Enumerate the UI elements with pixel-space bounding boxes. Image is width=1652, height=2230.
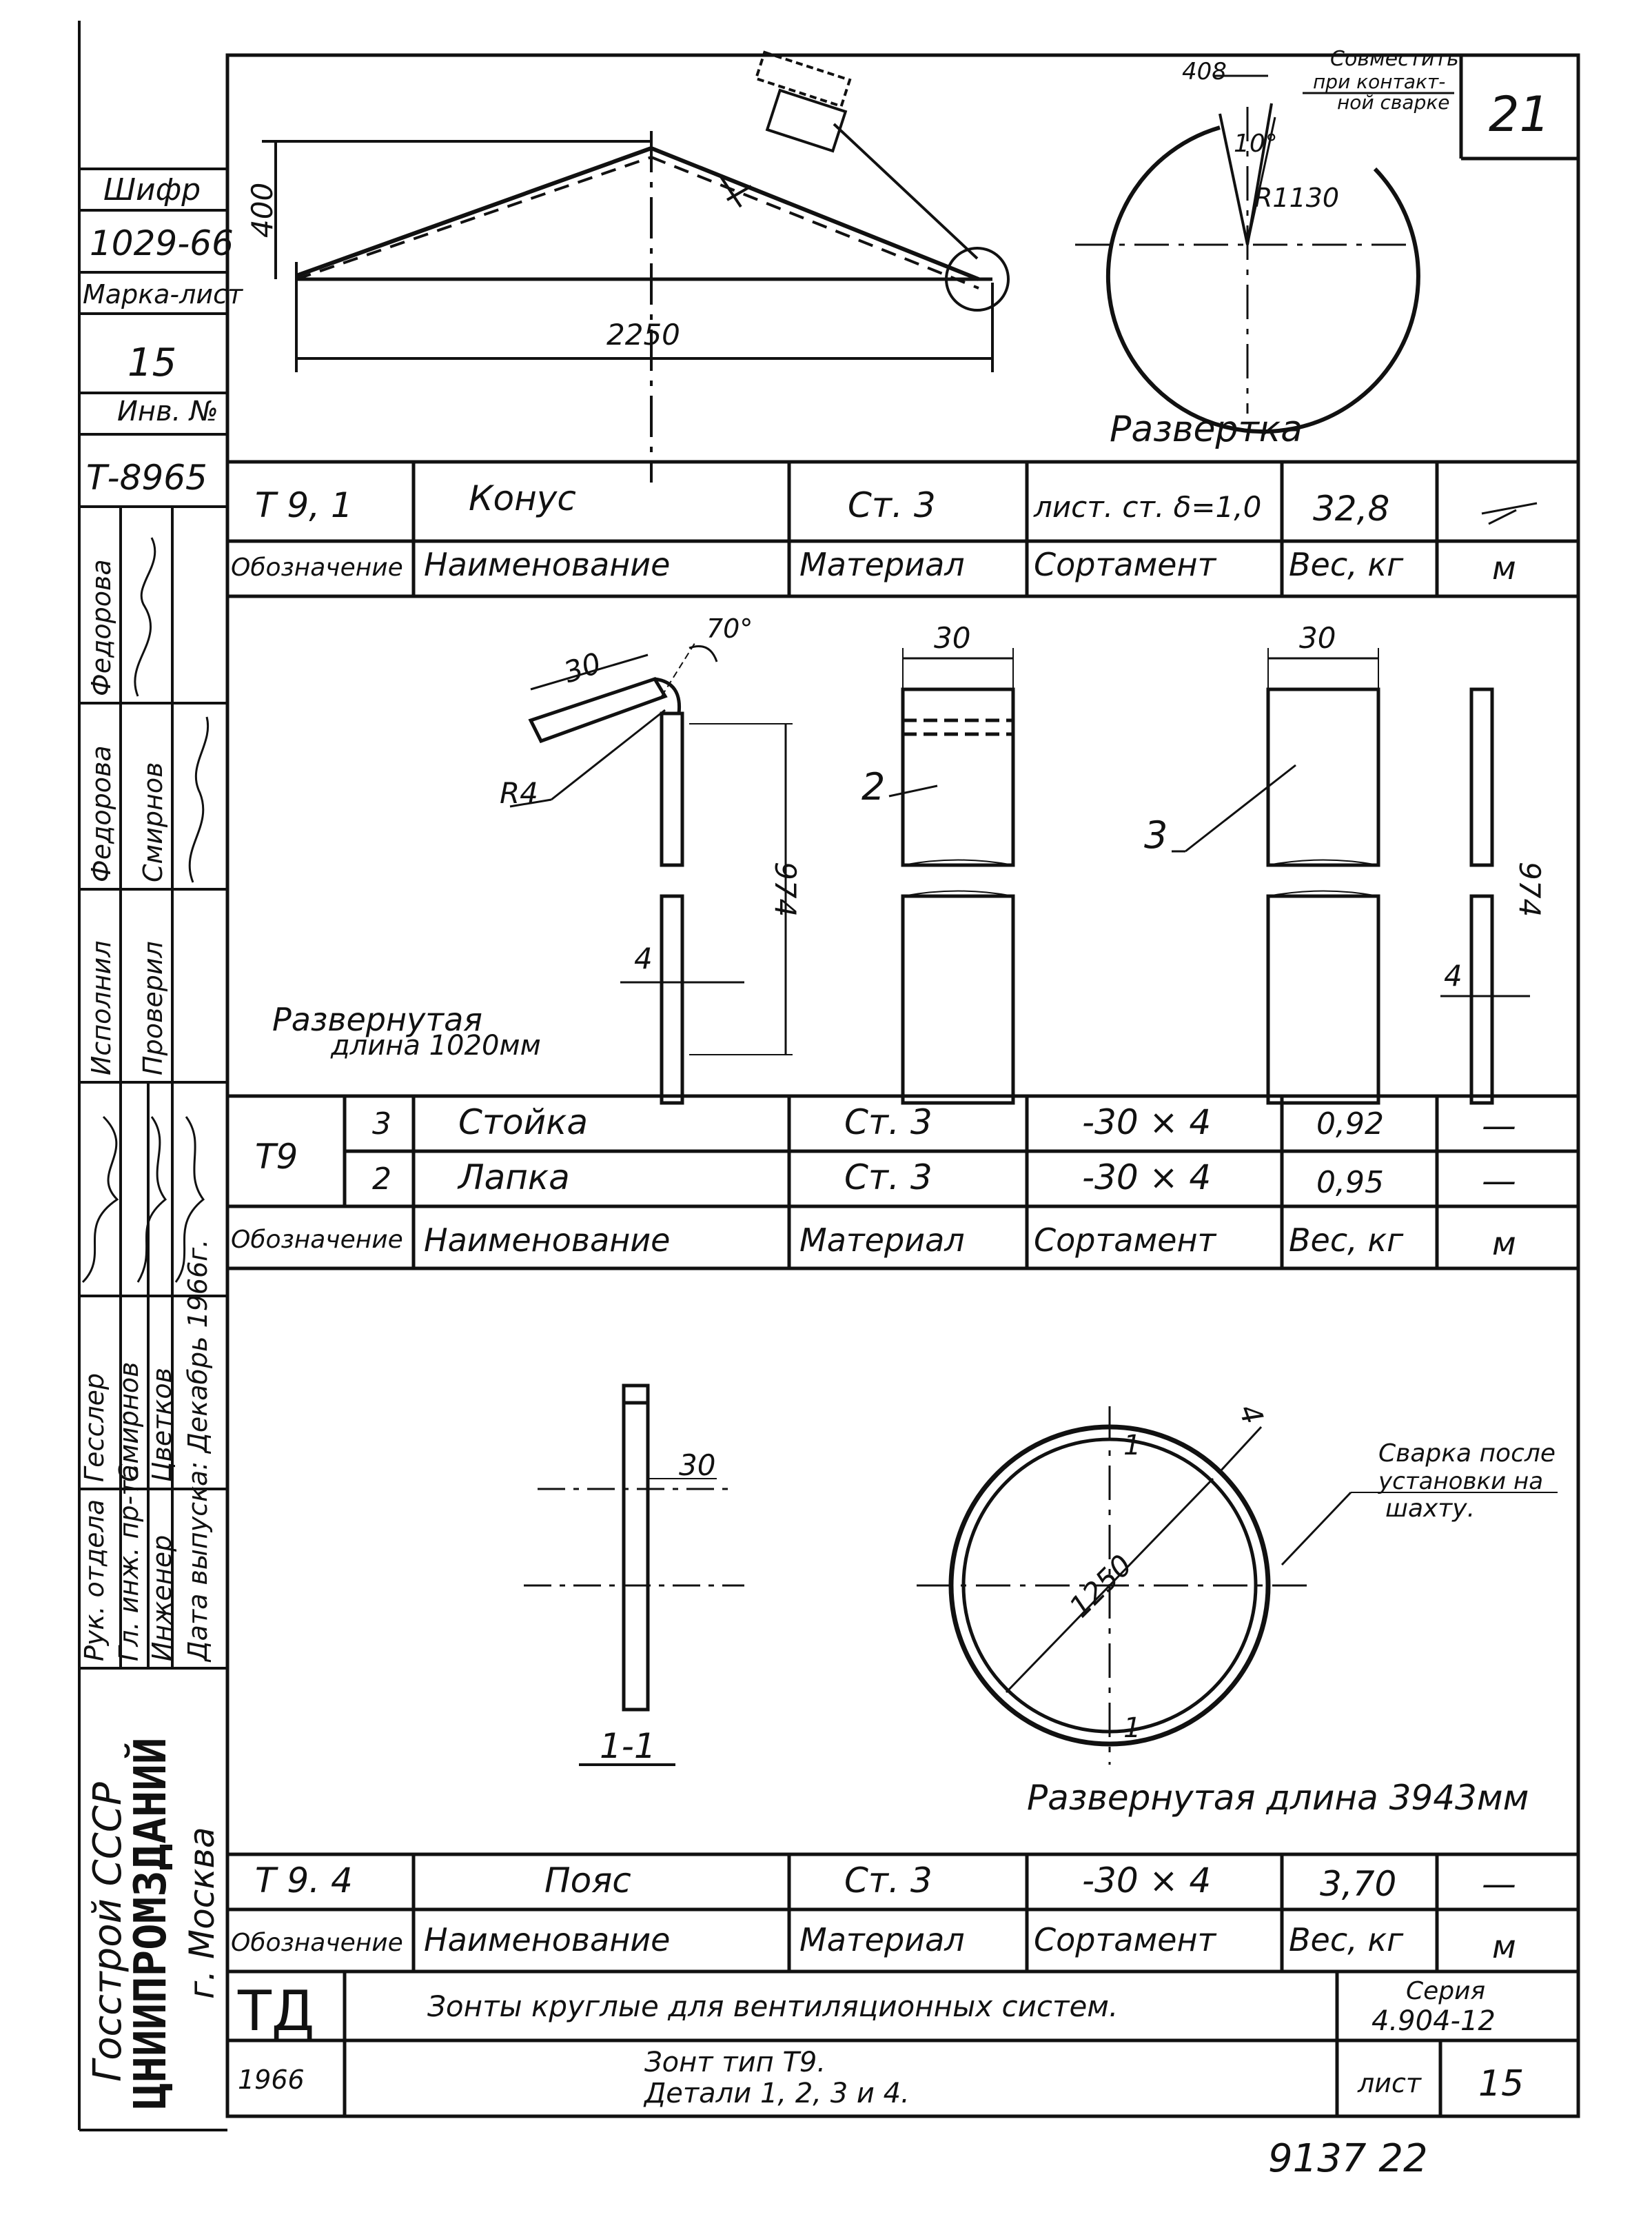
role-executed: Исполнил [86,940,116,1075]
note-weld-3: шахту. [1385,1494,1476,1523]
role-chief-eng: Гл. инж. пр-та [114,1464,144,1661]
dim-h2: 974 [1513,862,1547,918]
bracket-drawings [510,641,1530,1103]
t3-h-name: Наименование [424,1921,671,1958]
dim-w1: 30 [560,646,605,690]
t1-h-assortment: Сортамент [1034,546,1216,583]
note-lug-1: Развернутая [272,1001,482,1038]
dim-w2: 30 [934,621,971,655]
dim-t1: 4 [634,942,653,975]
name-checked-2: Смирнов [138,762,168,882]
dim-belt-thickness: 4 [1232,1399,1270,1429]
dim-angle-a: 408 [1182,58,1227,85]
org-gosstroy: Госстрой СССР [85,1782,130,2082]
cipher-value: 1029-66 [90,223,234,263]
t2-r1-m: — [1482,1106,1516,1146]
series-value: 4.904-12 [1371,2005,1496,2037]
note-top-1: Совместить [1330,47,1459,71]
note-lug-2: длина 1020мм [331,1030,541,1062]
name-dept-head: Гесслер [79,1372,110,1482]
t3-h-designation: Обозначение [231,1929,403,1957]
t3-material: Ст. 3 [844,1861,932,1900]
t1-weight: 32,8 [1313,489,1390,529]
t2-r2-name: Лапка [458,1157,570,1197]
dim-length: 2250 [606,318,680,352]
sheet-number-top: 21 [1489,86,1551,143]
t2-h-assortment: Сортамент [1034,1222,1216,1259]
role-release-date: Дата выпуска: Декабрь 1966г. [183,1239,213,1661]
note-weld-2: установки на [1378,1468,1544,1495]
section-label: 1-1 [600,1726,656,1766]
dim-w3: 30 [1299,621,1336,655]
t1-m-mark [1482,503,1537,524]
dim-height: 400 [245,182,279,238]
cut-label-bottom: 1 [1123,1712,1141,1744]
cut-label-top: 1 [1123,1430,1141,1461]
t3-m: — [1482,1864,1516,1904]
t3-h-assortment: Сортамент [1034,1921,1216,1958]
dim-t2: 4 [1444,959,1462,993]
name-executed: Федорова [86,559,116,696]
dim-h1: 974 [768,862,802,918]
t3-code: Т 9. 4 [255,1861,353,1900]
sheet-label: лист [1358,2068,1422,2098]
logo-td: ТД [238,1979,315,2043]
t3-name: Пояс [544,1861,631,1900]
cone-drawing [262,52,1008,483]
inv-value: Т-8965 [86,458,207,498]
series-label: Серия [1406,1977,1486,2005]
t1-name: Конус [469,478,576,518]
t2-r2-pos: 2 [372,1162,391,1197]
note-weld-1: Сварка после [1378,1439,1556,1468]
t2-r1-material: Ст. 3 [844,1102,932,1142]
t2-code: Т9 [255,1137,298,1177]
unfold-label-belt: Развернутая длина 3943мм [1027,1778,1529,1818]
org-city: г. Москва [182,1827,222,1999]
role-dept-head: Рук. отдела [79,1499,110,1661]
t3-h-m: м [1492,1928,1516,1965]
t3-weight: 3,70 [1320,1864,1397,1904]
t2-h-designation: Обозначение [231,1226,403,1254]
t1-material: Ст. 3 [848,485,936,525]
role-checked: Проверил [138,941,168,1075]
doc-title: Зонты круглые для вентиляционных систем. [427,1989,1119,2023]
t2-h-weight: Вес, кг [1289,1222,1404,1259]
mark-sheet-value: 15 [128,341,177,385]
t2-r1-assortment: -30 × 4 [1082,1102,1212,1142]
dim-angle-b: 10° [1234,130,1278,158]
t1-code: Т 9, 1 [255,485,353,525]
dim-radius: R1130 [1254,183,1340,213]
name-engineer: Цветков [147,1367,177,1482]
t2-r1-pos: 3 [372,1106,391,1142]
label-part2: 2 [861,765,886,809]
unfold-label-1: Развертка [1110,409,1303,450]
t2-r1-name: Стойка [458,1102,588,1142]
t1-h-designation: Обозначение [231,554,403,582]
dim-angle-70: 70° [706,614,753,644]
dim-r4: R4 [500,776,538,810]
name-checked: Федорова [86,745,116,882]
t1-h-m: м [1492,549,1516,587]
t2-r2-weight: 0,95 [1316,1165,1384,1200]
subtitle-2: Детали 1, 2, 3 и 4. [644,2078,910,2109]
inv-label: Инв. № [117,396,218,427]
t2-h-m: м [1492,1225,1516,1262]
t3-assortment: -30 × 4 [1082,1861,1212,1900]
t2-r2-material: Ст. 3 [844,1157,932,1197]
name-chief-eng: Смирнов [114,1361,144,1482]
t3-h-material: Материал [799,1921,965,1958]
role-engineer: Инженер [147,1534,177,1661]
dim-belt-diameter: 1250 [1062,1548,1139,1624]
note-top-3: ной сварке [1337,91,1450,114]
t2-h-material: Материал [799,1222,965,1259]
t2-h-name: Наименование [424,1222,671,1259]
org-name: ЦНИИПРОМЗДАНИЙ [125,1737,176,2109]
footer-code: 9137 22 [1268,2136,1428,2181]
t2-r2-assortment: -30 × 4 [1082,1157,1212,1197]
t1-h-name: Наименование [424,546,671,583]
sheet-value: 15 [1478,2063,1524,2105]
t1-h-weight: Вес, кг [1289,546,1404,583]
cipher-label: Шифр [103,172,201,207]
t1-h-material: Материал [799,546,965,583]
t3-h-weight: Вес, кг [1289,1921,1404,1958]
t2-r2-m: — [1482,1161,1516,1201]
note-top-2: при контакт- [1313,70,1446,93]
t2-r1-weight: 0,92 [1316,1106,1384,1142]
dim-belt-width: 30 [679,1448,716,1482]
subtitle-1: Зонт тип Т9. [644,2047,826,2078]
mark-sheet-label: Марка-лист [83,279,243,310]
label-part3: 3 [1144,813,1168,857]
year: 1966 [238,2065,305,2095]
t1-assortment: лист. ст. δ=1,0 [1034,490,1262,524]
